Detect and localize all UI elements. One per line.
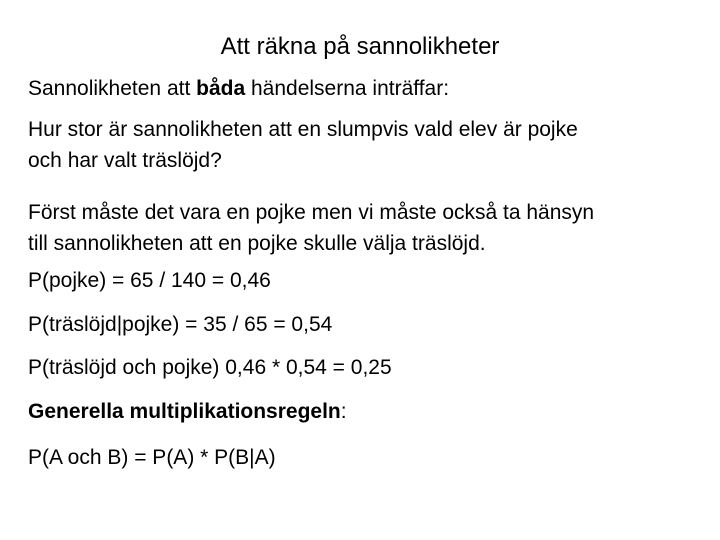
question-line-2: och har valt träslöjd? [28, 149, 222, 172]
explanation-line-2: till sannolikheten att en pojke skulle välja träslöjd. [28, 232, 486, 255]
explanation-line-1: Först måste det vara en pojke men vi måste också ta hänsyn [28, 201, 595, 224]
question-line-1: Hur stor är sannolikheten att en slumpvis vald elev är pojke [28, 118, 578, 141]
intro-text-before: Sannolikheten att [28, 77, 197, 100]
slide-title: Att räkna på sannolikheter [220, 33, 500, 60]
rule-heading-bold: Generella multiplikationsregeln [28, 400, 341, 423]
calc-p-wood-and-boy: P(träslöjd och pojke) 0,46 * 0,54 = 0,25 [28, 356, 392, 379]
rule-heading [28, 396, 347, 427]
calc-p-boy: P(pojke) = 65 / 140 = 0,46 [28, 269, 271, 292]
intro-text-after: händelserna inträffar: [245, 77, 450, 100]
intro-text-bold: båda [196, 77, 246, 100]
calc-p-wood-given-boy: P(träslöjd|pojke) = 35 / 65 = 0,54 [28, 313, 333, 336]
rule-heading-colon: : [340, 400, 347, 423]
intro-line [28, 73, 449, 104]
rule-formula: P(A och B) = P(A) * P(B|A) [28, 446, 276, 469]
